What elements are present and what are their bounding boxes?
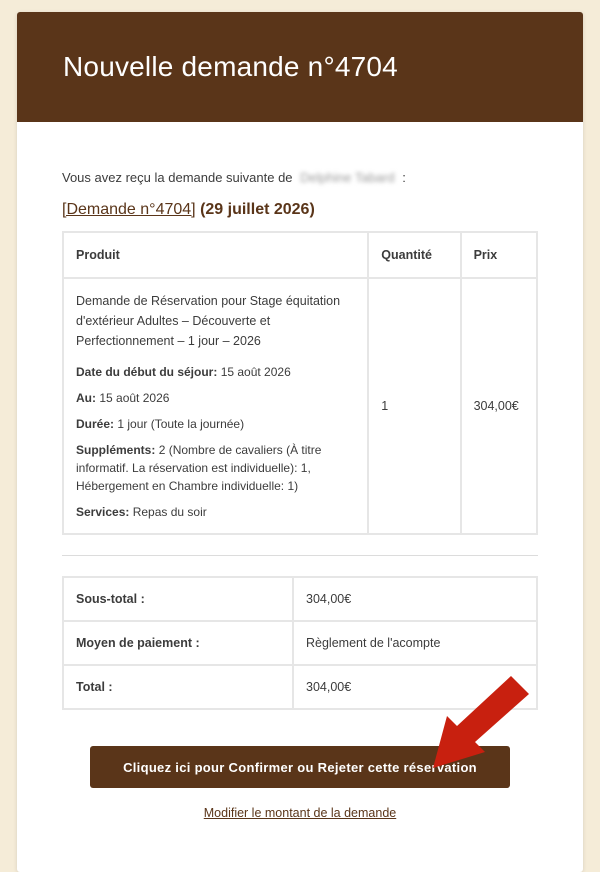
meta-start [76, 363, 355, 381]
meta-duration-value: 1 jour (Toute la journée) [117, 417, 245, 431]
header-quantity: Quantité [368, 232, 460, 278]
meta-services-label: Services: [76, 505, 130, 519]
email-header [17, 12, 583, 122]
intro-line [62, 170, 538, 185]
meta-supplements [76, 441, 355, 495]
intro-suffix: : [402, 170, 406, 185]
products-header-row [63, 232, 537, 278]
modify-amount-link[interactable]: Modifier le montant de la demande [203, 806, 397, 820]
divider [62, 555, 538, 556]
order-heading [62, 201, 538, 219]
meta-supplements-label: Suppléments: [76, 443, 156, 457]
price-cell: 304,00€ [461, 278, 537, 534]
meta-services [76, 503, 355, 521]
meta-services-value: Repas du soir [132, 505, 207, 519]
confirm-reject-button[interactable]: Cliquez ici pour Confirmer ou Rejeter cette réservation [90, 746, 510, 788]
subtotal-row [63, 577, 537, 621]
meta-end-label: Au: [76, 391, 96, 405]
meta-supplements-value: 2 (Nombre de cavaliers (À titre informatif. La réservation est individuelle): 1, Hébergement en Chambre individuelle: 1) [76, 443, 322, 493]
meta-start-value: 15 août 2026 [220, 365, 291, 379]
meta-duration-label: Durée: [76, 417, 115, 431]
quantity-cell: 1 [368, 278, 460, 534]
header-price: Prix [461, 232, 537, 278]
payment-row [63, 621, 537, 665]
total-label: Total : [63, 665, 293, 709]
table-row [63, 278, 537, 534]
subtotal-value: 304,00€ [293, 577, 537, 621]
customer-name: Delphine Tabard [300, 170, 395, 185]
products-table [62, 231, 538, 535]
intro-text: Vous avez reçu la demande suivante de [62, 170, 293, 185]
payment-label: Moyen de paiement : [63, 621, 293, 665]
payment-value: Règlement de l'acompte [293, 621, 537, 665]
subtotal-label: Sous-total : [63, 577, 293, 621]
meta-end [76, 389, 355, 407]
meta-end-value: 15 août 2026 [99, 391, 170, 405]
product-name: Demande de Réservation pour Stage équitation d'extérieur Adultes – Découverte et Perfectionnement – 1 jour – 2026 [76, 294, 341, 348]
header-product: Produit [63, 232, 368, 278]
red-arrow-icon [425, 672, 535, 772]
order-link[interactable]: [Demande n°4704] [62, 201, 196, 218]
page-title: Nouvelle demande n°4704 [63, 51, 398, 82]
meta-start-label: Date du début du séjour: [76, 365, 218, 379]
meta-duration [76, 415, 355, 433]
total-value: 304,00€ [293, 665, 537, 709]
order-date: (29 juillet 2026) [200, 201, 315, 218]
product-cell [63, 278, 368, 534]
